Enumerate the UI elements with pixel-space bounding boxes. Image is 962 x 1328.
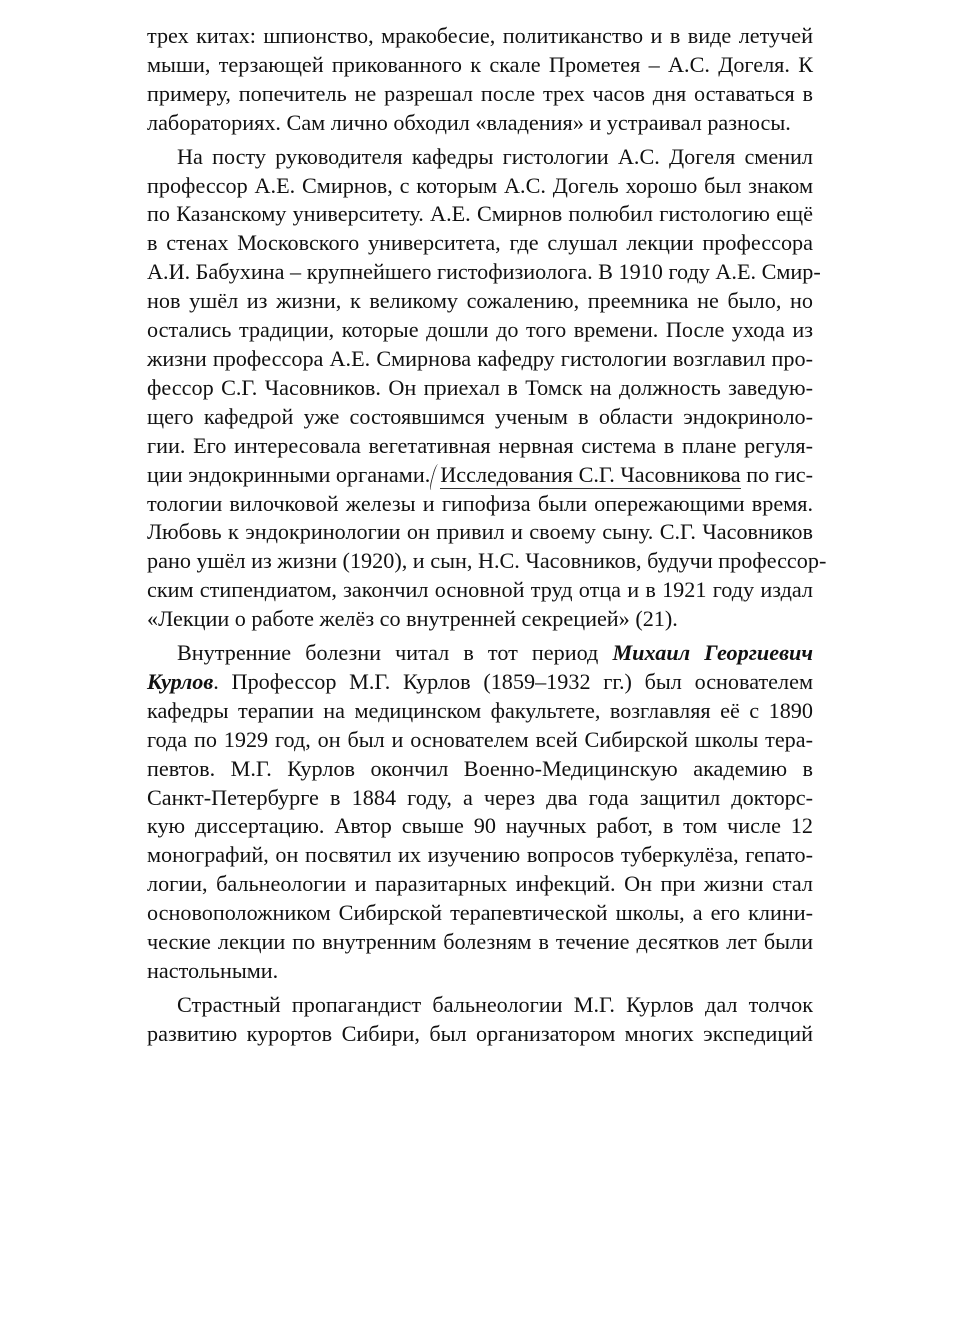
handwritten-underline: Исследования С.Г. Часовникова [440,461,741,487]
text-line: жизни профессора А.Е. Смирнова кафедру гистологии возглавил про- [147,345,813,371]
text-line: Страстный пропагандист бальнеологии М.Г. Курлов дал толчок [177,991,813,1017]
text-segment: Внутренние болезни читал в тот период [177,640,613,666]
annotated-line [147,461,813,490]
person-name: Михаил Георгиевич [612,640,813,666]
text-line: ским стипендиатом, закончил основной труд отца и в 1921 году издал [147,577,813,603]
text-segment: . Профессор М.Г. Курлов (1859–1932 гг.) был основателем [213,668,813,694]
text-line: мыши, терзающей прикованного к скале Прометея – А.С. Догеля. К [147,51,813,77]
text-segment: по гис- [740,461,813,487]
text-line: «Лекции о работе желёз со внутренней секрецией» (21). [147,606,678,632]
text-line: рано ушёл из жизни (1920), и сын, Н.С. Часовников, будучи профессор- [147,548,827,574]
text-line: примеру, попечитель не разрешал после трех часов дня оставаться в [147,80,813,106]
text-line: А.И. Бабухина – крупнейшего гистофизиолога. В 1910 году А.Е. Смир- [147,259,821,285]
text-line: нов ушёл из жизни, к великому сожалению, преемника не было, но [147,288,813,314]
paragraph-4 [147,991,813,1049]
text-line: по Казанскому университету. А.Е. Смирнов полюбил гистологию ещё [147,201,813,227]
paragraph-1 [147,22,813,138]
text-line [147,668,813,697]
text-line [147,639,813,668]
text-line: Санкт-Петербурге в 1884 году, а через два года защитил докторс- [147,784,813,810]
text-line: монографий, он посвятил их изучению вопросов туберкулёза, гепато- [147,842,813,868]
text-line: профессор А.Е. Смирнов, с которым А.С. Догель хорошо был знаком [147,172,813,198]
text-line: трех китах: шпионство, мракобесие, политиканство и в виде летучей [147,23,813,48]
text-line: настольными. [147,958,279,983]
text-segment: ции эндокринными органами. [147,461,431,487]
text-line: развитию курортов Сибири, был организатором многих экспедиций [147,1020,813,1046]
text-line: кую диссертацию. Автор свыше 90 научных работ, в том числе 12 [147,813,813,839]
text-line: остались традиции, которые дошли до того времени. После ухода из [147,317,813,343]
text-line: года по 1929 год, он был и основателем всей Сибирской школы тера- [147,726,813,752]
text-line: логии, бальнеологии и паразитарных инфекций. Он при жизни стал [147,871,813,897]
text-line: тологии вилочковой железы и гипофиза были опережающими время. [147,490,813,516]
person-name: Курлов [147,668,214,694]
page-text [147,22,827,1049]
paragraph-3 [147,639,813,986]
text-line: На посту руководителя кафедры гистологии А.С. Догеля сменил [177,143,813,169]
text-line: Любовь к эндокринологии он привил и своему сыну. С.Г. Часовников [147,519,813,545]
text-line: певтов. М.Г. Курлов окончил Военно-Медицинскую академию в [147,755,813,781]
text-line: в стенах Московского университета, где слушал лекции профессора [147,230,813,256]
text-line: щего кафедрой уже состоявшимся ученым в области эндокриноло- [147,403,813,429]
text-line: гии. Его интересовала вегетативная нервная система в плане регуля- [147,432,813,458]
text-line: фессор С.Г. Часовников. Он приехал в Томск на должность заведую- [147,374,813,400]
text-line: основоположником Сибирской терапевтической школы, а его клини- [147,900,813,926]
text-line: лабораториях. Сам лично обходил «владения» и устраивал разносы. [147,109,791,135]
text-line: ческие лекции по внутренним болезням в течение десятков лет были [147,929,813,955]
paragraph-2 [147,143,827,634]
text-line: кафедры терапии на медицинском факультете, возглавляя её с 1890 [147,697,813,723]
